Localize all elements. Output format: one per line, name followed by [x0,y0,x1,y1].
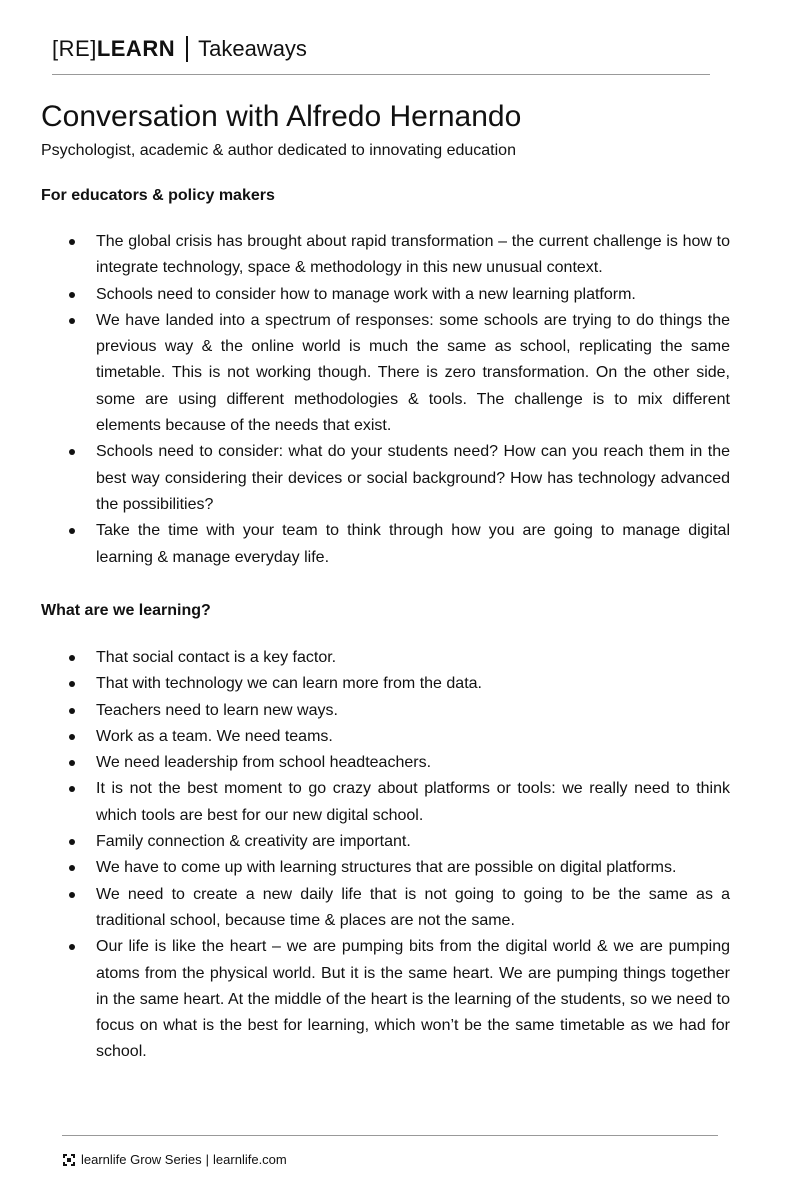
bullet-list-learning [96,645,730,1066]
brand-re: RE [58,36,91,61]
section-heading-educators: For educators & policy makers [41,187,275,204]
document-footer [62,1151,287,1169]
bullet-list-educators [96,229,730,571]
list-item: Take the time with your team to think through how you are going to manage digital learning & manage everyday life. [96,518,730,571]
list-item: We have to come up with learning structures that are possible on digital platforms. [96,855,730,881]
footer-rule [62,1135,718,1136]
list-item: Work as a team. We need teams. [96,724,730,750]
brand-logo [52,34,175,64]
header-rule [52,74,710,75]
list-item: Our life is like the heart – we are pumping bits from the digital world & we are pumping atoms from the physical world. But it is the same heart. We are pumping things together in the same heart. At the middle of the heart is the learning of the students, so we need to focus on what is the best for learning, which won’t be the same timetable as we had for school. [96,934,730,1065]
list-item: Schools need to consider how to manage work with a new learning platform. [96,282,730,308]
document-header [52,34,307,64]
header-section-label: Takeaways [198,36,307,61]
brand-bracket-close: ] [90,36,97,61]
section-heading-learning: What are we learning? [41,602,211,619]
list-item: The global crisis has brought about rapid transformation – the current challenge is how to integrate technology, space & methodology in this new unusual context. [96,229,730,282]
list-item: Schools need to consider: what do your students need? How can you reach them in the best way considering their devices or social background? How has technology advanced the possibilities? [96,439,730,518]
list-item: Teachers need to learn new ways. [96,698,730,724]
learnlife-logo-icon [62,1153,76,1167]
footer-separator: | [205,1152,210,1167]
list-item: That with technology we can learn more from the data. [96,671,730,697]
footer-series: learnlife Grow Series [81,1152,202,1167]
header-divider [186,36,188,62]
list-item: Family connection & creativity are important. [96,829,730,855]
list-item: We need to create a new daily life that is not going to going to be the same as a traditional school, because time & places are not the same. [96,882,730,935]
page-title: Conversation with Alfredo Hernando [41,100,522,133]
list-item: It is not the best moment to go crazy about platforms or tools: we really need to think which tools are best for our new digital school. [96,776,730,829]
brand-learn: LEARN [96,36,176,61]
page-subtitle: Psychologist, academic & author dedicated to innovating education [41,142,516,159]
list-item: We need leadership from school headteachers. [96,750,730,776]
footer-site-link[interactable]: learnlife.com [213,1152,287,1167]
list-item: We have landed into a spectrum of responses: some schools are trying to do things the previous way & the online world is much the same as school, replicating the same timetable. This is not working though. There is zero transformation. On the other side, some are using different methodologies & tools. The challenge is to mix different elements because of the needs that exist. [96,308,730,439]
brand-bracket-open: [ [52,36,59,61]
list-item: That social contact is a key factor. [96,645,730,671]
